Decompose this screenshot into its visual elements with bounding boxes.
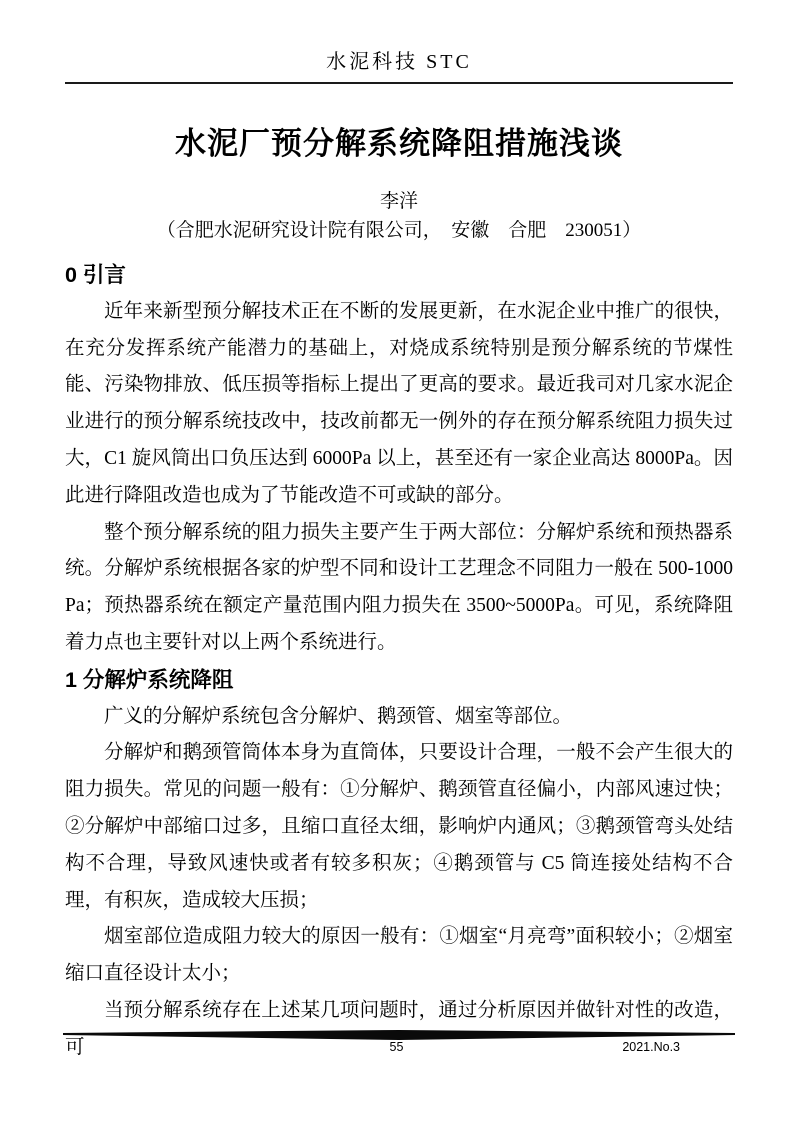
- section-heading-calciner-resistance: 1 分解炉系统降阻: [65, 667, 234, 692]
- page-content: [0, 50, 793, 1067]
- section-1-paragraph-4: 当预分解系统存在上述某几项问题时，通过分析原因并做针对性的改造，可: [65, 999, 733, 1058]
- article-author: 李洋: [379, 191, 418, 212]
- header-rule: [65, 82, 733, 84]
- article-affiliation: （合肥水泥研究设计院有限公司， 安徽 合肥 230051）: [156, 220, 642, 241]
- section-0-paragraph-1: 近年来新型预分解技术正在不断的发展更新，在水泥企业中推广的很快，在充分发挥系统产能潜力的基础上，对烧成系统特别是预分解系统的节煤性能、污染物排放、低压损等指标上提出了更高的要求。最近我司对几家水泥企业进行的预分解系统技改中，技改前都无一例外的存在预分解系统阻力损失过大，C1 旋风筒出口负压达到 6000Pa 以上，甚至还有一家企业高达 8000Pa。因此进行降阻改造也成为了节能改造不可或缺的部分。: [65, 300, 733, 506]
- article-body: [65, 257, 733, 1067]
- section-heading-introduction: 0 引言: [65, 263, 126, 287]
- footer-divider-bar: [63, 1030, 735, 1040]
- section-1-paragraph-3: 烟室部位造成阻力较大的原因一般有：①烟室“月亮弯”面积较小；②烟室缩口直径设计太小；: [65, 926, 733, 985]
- page-number: 55: [389, 1040, 404, 1054]
- section-0-paragraph-2: 整个预分解系统的阻力损失主要产生于两大部位：分解炉系统和预热器系统。分解炉系统根据各家的炉型不同和设计工艺理念不同阻力一般在 500-1000Pa；预热器系统在额定产量范围内阻力损失在 3500~5000Pa。可见，系统降阻着力点也主要针对以上两个系统进行。: [65, 521, 733, 653]
- article-title: 水泥厂预分解系统降阻措施浅谈: [175, 126, 623, 161]
- issue-number: 2021.No.3: [622, 1040, 680, 1054]
- journal-masthead: 水泥科技 STC: [326, 51, 472, 73]
- section-1-paragraph-1: 广义的分解炉系统包含分解炉、鹅颈管、烟室等部位。: [104, 705, 573, 727]
- section-1-paragraph-2: 分解炉和鹅颈管筒体本身为直筒体，只要设计合理，一般不会产生很大的阻力损失。常见的问题一般有：①分解炉、鹅颈管直径偏小，内部风速过快；②分解炉中部缩口过多，且缩口直径太细，影响炉内通风；③鹅颈管弯头处结构不合理，导致风速快或者有较多积灰；④鹅颈管与 C5 筒连接处结构不合理，有积灰，造成较大压损；: [65, 742, 733, 911]
- page-footer: [0, 1040, 793, 1055]
